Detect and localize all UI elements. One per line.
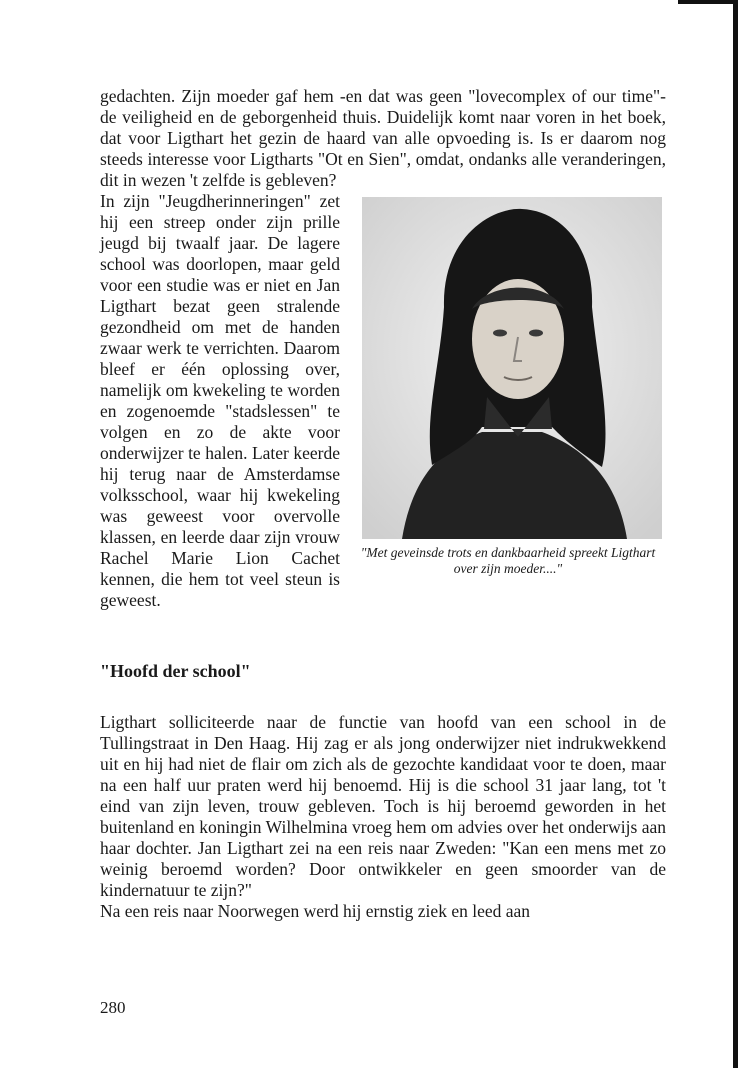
paragraph-4: Na een reis naar Noorwegen werd hij ernstig ziek en leed aan <box>100 901 531 921</box>
page-edge-right <box>733 0 738 1068</box>
figure-caption: "Met geveinsde trots en dankbaarheid spreekt Ligthart over zijn moeder...." <box>360 545 656 576</box>
paragraph-3: Ligthart solliciteerde naar de functie van hoofd van een school in de Tullingstraat in Den Haag. Hij zag er als jong onderwijzer niet indrukwekkend uit en hij had niet de flair om zich als de gezochte kandidaat voor te doen, maar na een half uur praten werd hij benoemd. Hij is die school 31 jaar lang, tot 't eind van zijn leven, trouw gebleven. Toch is hij beroemd geworden in het buitenland en koningin Wilhelmina vroeg hem om advies over het onderwijs aan haar dochter. Jan Ligthart zei na een reis naar Zweden: "Kan een mens met zo weinig beroemd worden? Door ontwikkeler en geen smoorder van de kindernatuur te zijn?" <box>100 712 666 900</box>
portrait-photo-icon <box>362 197 662 539</box>
section-heading: "Hoofd der school" <box>100 661 251 681</box>
page-body <box>100 86 666 922</box>
figure-portrait <box>350 197 666 577</box>
paragraph-2: In zijn "Jeugdherinneringen" zet hij een streep onder zijn prille jeugd bij twaalf jaar. De lagere school was doorlopen, maar geld voor een studie was er niet en Jan Ligthart bezat geen stralende gezondheid om met de handen zwaar werk te verrichten. Daarom bleef er één oplossing over, namelijk om kwekeling te worden en zogenoemde "stadslessen" te volgen en zo de akte voor onderwijzer te halen. Later keerde hij terug naar de Amsterdamse volksschool, waar hij kwekeling was geweest voor overvolle klassen, en leerde daar zijn vrouw Rachel Marie Lion Cachet kennen, die hem tot veel steun is geweest. <box>100 191 340 610</box>
page-number: 280 <box>100 998 126 1017</box>
paragraph-1: gedachten. Zijn moeder gaf hem -en dat was geen "lovecomplex of our time"- de veiligheid en de geborgenheid thuis. Duidelijk komt naar voren in het boek, dat voor Ligthart het gezin de haard van alle opvoeding is. Is er daarom nog steeds interesse voor Ligtharts "Ot en Sien", omdat, ondanks alle veranderingen, dit in wezen 't zelfde is gebleven? <box>100 86 666 190</box>
page-edge-top <box>678 0 738 4</box>
